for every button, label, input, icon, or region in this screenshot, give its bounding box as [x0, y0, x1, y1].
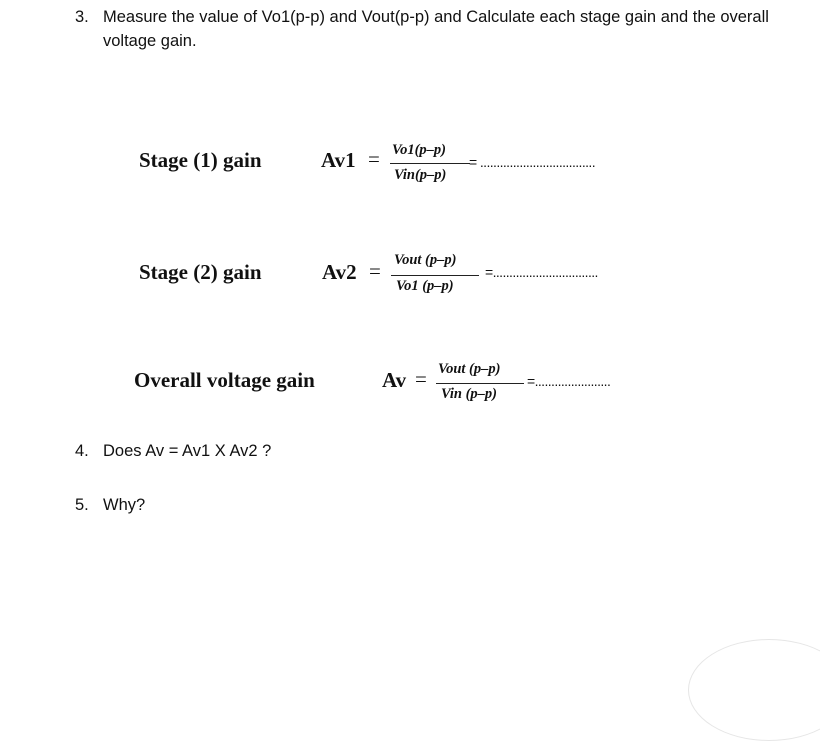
- equals-sign: =: [369, 259, 381, 283]
- equals-sign: =: [368, 147, 380, 171]
- stage-1-denominator: Vin(p–p): [394, 167, 447, 183]
- stage-2-answer-blank: =................................: [485, 264, 598, 280]
- question-text: Does Av = Av1 X Av2 ?: [103, 442, 272, 460]
- question-4: [75, 439, 335, 465]
- question-text: Measure the value of Vo1(p-p) and Vout(p-p) and Calculate each stage gain and the overall voltage gain.: [103, 8, 769, 50]
- question-text: Why?: [103, 496, 146, 514]
- question-number: 3.: [75, 8, 89, 26]
- decorative-curve: [688, 639, 820, 741]
- overall-denominator: Vin (p–p): [441, 386, 497, 402]
- stage-2-numerator: Vout (p–p): [394, 252, 457, 268]
- stage-2-variable: Av2: [322, 260, 357, 284]
- question-number: 5.: [75, 496, 89, 514]
- overall-label: Overall voltage gain: [134, 368, 315, 392]
- overall-answer-blank: =.......................: [527, 373, 611, 389]
- question-number: 4.: [75, 442, 89, 460]
- equals-sign: =: [415, 367, 427, 391]
- stage-1-label: Stage (1) gain: [139, 148, 262, 172]
- overall-numerator: Vout (p–p): [438, 361, 501, 377]
- stage-2-label: Stage (2) gain: [139, 260, 262, 284]
- stage-2-denominator: Vo1 (p–p): [396, 278, 454, 294]
- stage-1-numerator: Vo1(p–p): [392, 142, 446, 158]
- question-5: [75, 493, 195, 519]
- overall-variable: Av: [382, 368, 407, 392]
- stage-1-answer-blank: = ...................................: [469, 154, 596, 170]
- stage-1-variable: Av1: [321, 148, 356, 172]
- fraction-bar: [436, 383, 524, 384]
